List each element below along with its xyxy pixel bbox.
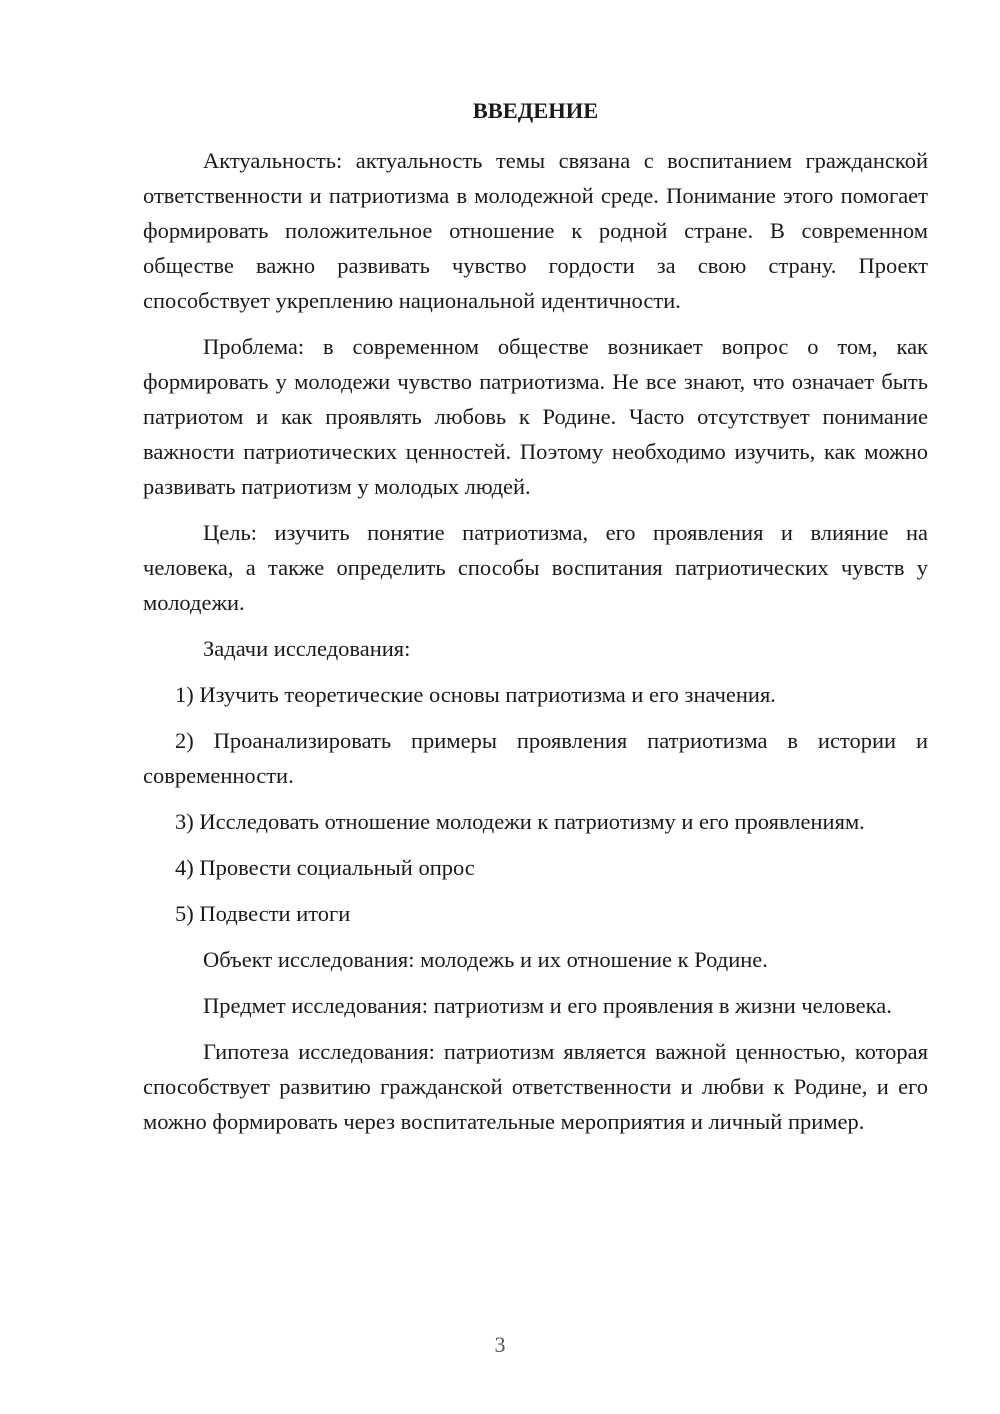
task-item-4: 4) Провести социальный опрос [175,855,475,880]
section-title: ВВЕДЕНИЕ [472,98,599,123]
paragraph-subject: Предмет исследования: патриотизм и его проявления в жизни человека. [203,993,892,1018]
task-item-3: 3) Исследовать отношение молодежи к патриотизму и его проявлениям. [175,809,865,834]
task-item-5: 5) Подвести итоги [175,901,351,926]
paragraph-object: Объект исследования: молодежь и их отношение к Родине. [203,947,768,972]
page-content [143,93,928,1150]
paragraph-problem: Проблема: в современном обществе возникает вопрос о том, как формировать у молодежи чувство патриотизма. Не все знают, что означает быть патриотом и как проявлять любовь к Родине. Часто отсутствует понимание важности патриотических ценностей. Поэтому необходимо изучить, как можно развивать патриотизм у молодых людей. [143,334,928,499]
paragraph-relevance: Актуальность: актуальность темы связана с воспитанием гражданской ответственности и патриотизма в молодежной среде. Понимание этого помогает формировать положительное отношение к родной стране. В современном обществе важно развивать чувство гордости за свою страну. Проект способствует укреплению национальной идентичности. [143,148,928,313]
paragraph-goal: Цель: изучить понятие патриотизма, его проявления и влияние на человека, а также определить способы воспитания патриотических чувств у молодежи. [143,520,928,615]
paragraph-hypothesis: Гипотеза исследования: патриотизм является важной ценностью, которая способствует развитию гражданской ответственности и любви к Родине, и его можно формировать через воспитательные мероприятия и личный пример. [143,1039,928,1134]
paragraph-tasks-heading: Задачи исследования: [203,636,411,661]
task-item-2: 2) Проанализировать примеры проявления патриотизма в истории и современности. [143,728,928,788]
task-item-1: 1) Изучить теоретические основы патриотизма и его значения. [175,682,776,707]
page-number: 3 [494,1332,506,1357]
